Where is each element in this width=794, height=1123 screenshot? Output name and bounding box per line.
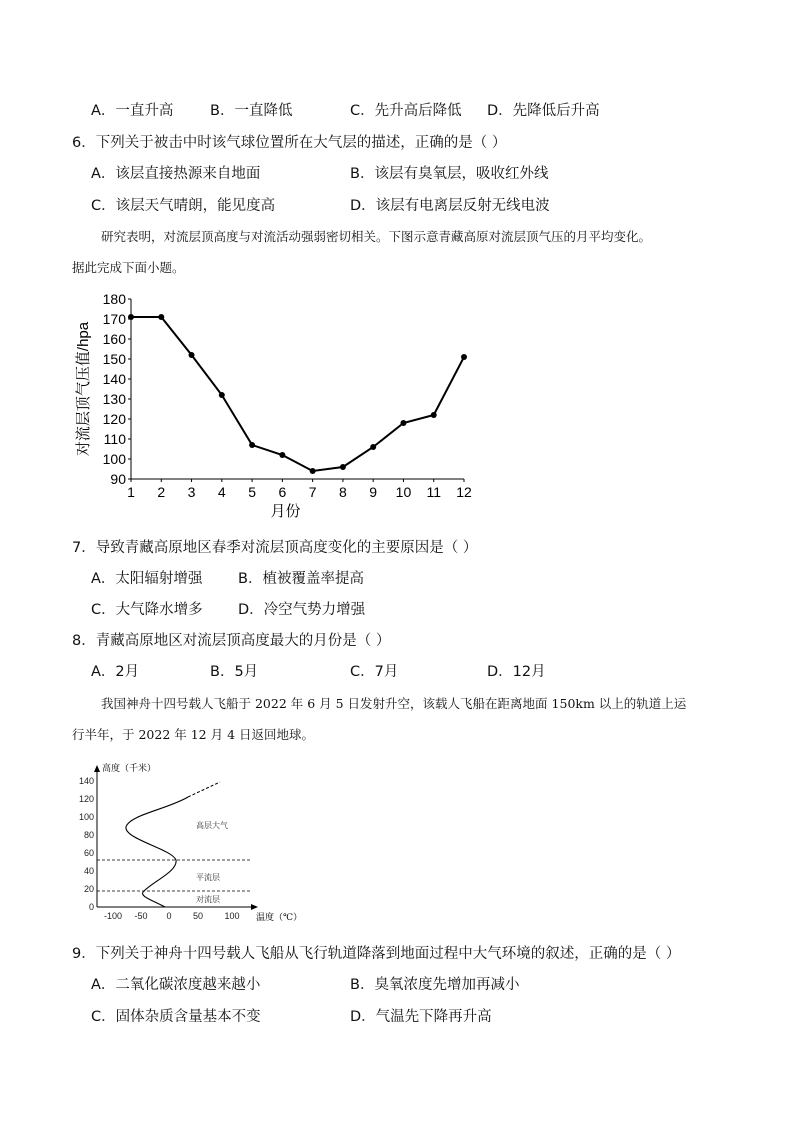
q5-option-b: B．一直降低 xyxy=(210,103,293,119)
diagram-xlabel: 温度（℃） xyxy=(256,913,303,923)
chart-data-point xyxy=(128,314,134,320)
q8-option-b: B．5月 xyxy=(210,664,259,680)
chart-data-point xyxy=(400,420,406,426)
atmosphere-layers-diagram xyxy=(72,757,312,927)
diagram-xtick: 0 xyxy=(166,911,172,921)
q6-option-d: D．该层有电离层反射无线电波 xyxy=(350,198,550,214)
chart-xtick-label: 10 xyxy=(395,484,412,500)
chart-xtick-label: 1 xyxy=(127,484,135,500)
q6-option-c: C．该层天气晴朗，能见度高 xyxy=(91,198,276,214)
temperature-curve xyxy=(126,797,188,907)
temperature-curve-extension xyxy=(188,782,220,797)
diagram-xtick: 100 xyxy=(224,911,240,921)
diagram-ylabel: 高度（千米） xyxy=(102,764,157,774)
chart-data-point xyxy=(310,468,316,474)
q5-option-a: A．一直升高 xyxy=(91,103,174,119)
q9-option-b: B．臭氧浓度先增加再减小 xyxy=(350,977,520,993)
q7-option-b: B．植被覆盖率提高 xyxy=(238,571,364,587)
diagram-ytick: 80 xyxy=(83,830,94,840)
chart-ytick-label: 170 xyxy=(102,311,126,327)
chart-ytick-label: 150 xyxy=(102,351,126,367)
diagram-y-arrow xyxy=(94,765,100,772)
layer-label-troposphere: 对流层 xyxy=(196,895,220,904)
chart-xtick-label: 3 xyxy=(187,484,196,500)
chart-xlabel: 月份 xyxy=(270,503,301,520)
intro1-line1: 研究表明，对流层顶高度与对流活动强弱密切相关。下图示意青藏高原对流层顶气压的月平均变化。 xyxy=(101,229,652,244)
q5-option-c: C．先升高后降低 xyxy=(350,103,462,119)
diagram-xtick: -100 xyxy=(103,911,123,921)
chart-xtick-label: 2 xyxy=(157,484,166,500)
chart-ytick-label: 130 xyxy=(102,391,126,407)
chart-xtick-label: 6 xyxy=(278,484,287,500)
diagram-ytick: 0 xyxy=(88,902,94,912)
chart-ytick-label: 120 xyxy=(102,411,126,427)
q6-option-a: A．该层直接热源来自地面 xyxy=(91,166,261,182)
diagram-x-arrow xyxy=(251,904,258,910)
chart-ytick-label: 160 xyxy=(102,331,126,347)
chart-xtick-label: 7 xyxy=(308,484,317,500)
chart-series-line xyxy=(131,317,464,471)
chart-data-point xyxy=(279,452,285,458)
q8-stem: 8．青藏高原地区对流层顶高度最大的月份是（ ） xyxy=(72,633,391,649)
chart-data-point xyxy=(340,464,346,470)
chart-ytick-label: 110 xyxy=(103,431,126,447)
chart-xtick-label: 12 xyxy=(456,484,472,500)
intro1-line2: 据此完成下面小题。 xyxy=(72,260,185,275)
chart-ylabel: 对流层顶气压值/hpa xyxy=(75,321,92,457)
q7-option-a: A．太阳辐射增强 xyxy=(91,571,203,587)
diagram-xtick: -50 xyxy=(134,911,148,921)
chart-xtick-label: 4 xyxy=(217,484,226,500)
diagram-ytick: 120 xyxy=(78,794,94,804)
q7-stem: 7．导致青藏高原地区春季对流层顶高度变化的主要原因是（ ） xyxy=(72,540,478,556)
chart-data-point xyxy=(461,354,467,360)
chart-data-point xyxy=(189,352,195,358)
diagram-ytick: 60 xyxy=(83,848,94,858)
diagram-ytick: 100 xyxy=(78,812,94,822)
chart-ytick-label: 100 xyxy=(102,451,126,467)
intro2-line1: 我国神舟十四号载人飞船于 2022 年 6 月 5 日发射升空，该载人飞船在距离地面 150km 以上的轨道上运 xyxy=(101,696,687,711)
chart-data-point xyxy=(370,444,376,450)
chart-xtick-label: 8 xyxy=(339,484,347,500)
chart-ytick-label: 180 xyxy=(102,291,126,307)
chart-data-point xyxy=(219,392,225,398)
chart-data-point xyxy=(158,314,164,320)
layer-label-stratosphere: 平流层 xyxy=(196,873,220,882)
q9-option-d: D．气温先下降再升高 xyxy=(350,1009,492,1025)
chart-xtick-label: 5 xyxy=(248,484,256,500)
q7-option-d: D．冷空气势力增强 xyxy=(238,602,366,618)
q9-stem: 9．下列关于神舟十四号载人飞船从飞行轨道降落到地面过程中大气环境的叙述，正确的是（ ） xyxy=(72,946,681,962)
q8-option-c: C．7月 xyxy=(350,664,399,680)
q8-option-a: A．2月 xyxy=(91,664,140,680)
chart-ytick-label: 90 xyxy=(110,471,126,487)
q9-option-a: A．二氧化碳浓度越来越小 xyxy=(91,977,261,993)
q8-option-d: D．12月 xyxy=(487,664,546,680)
diagram-xtick: 50 xyxy=(192,911,204,921)
chart-xtick-label: 9 xyxy=(369,484,378,500)
layer-label-upper: 高层大气 xyxy=(196,821,228,830)
q9-option-c: C．固体杂质含量基本不变 xyxy=(91,1009,261,1025)
chart-xtick-label: 11 xyxy=(426,484,442,500)
diagram-ytick: 20 xyxy=(83,884,94,894)
q6-stem: 6．下列关于被击中时该气球位置所在大气层的描述，正确的是（ ） xyxy=(72,135,507,151)
intro2-line2: 行半年，于 2022 年 12 月 4 日返回地球。 xyxy=(72,727,315,742)
chart-data-point xyxy=(431,412,437,418)
diagram-ytick: 140 xyxy=(78,776,94,786)
chart-ytick-label: 140 xyxy=(102,371,126,387)
tropopause-pressure-chart xyxy=(66,286,486,531)
q6-option-b: B．该层有臭氧层，吸收红外线 xyxy=(350,166,549,182)
q5-option-d: D．先降低后升高 xyxy=(487,103,600,119)
diagram-ytick: 40 xyxy=(83,866,94,876)
q7-option-c: C．大气降水增多 xyxy=(91,602,203,618)
chart-data-point xyxy=(249,442,255,448)
